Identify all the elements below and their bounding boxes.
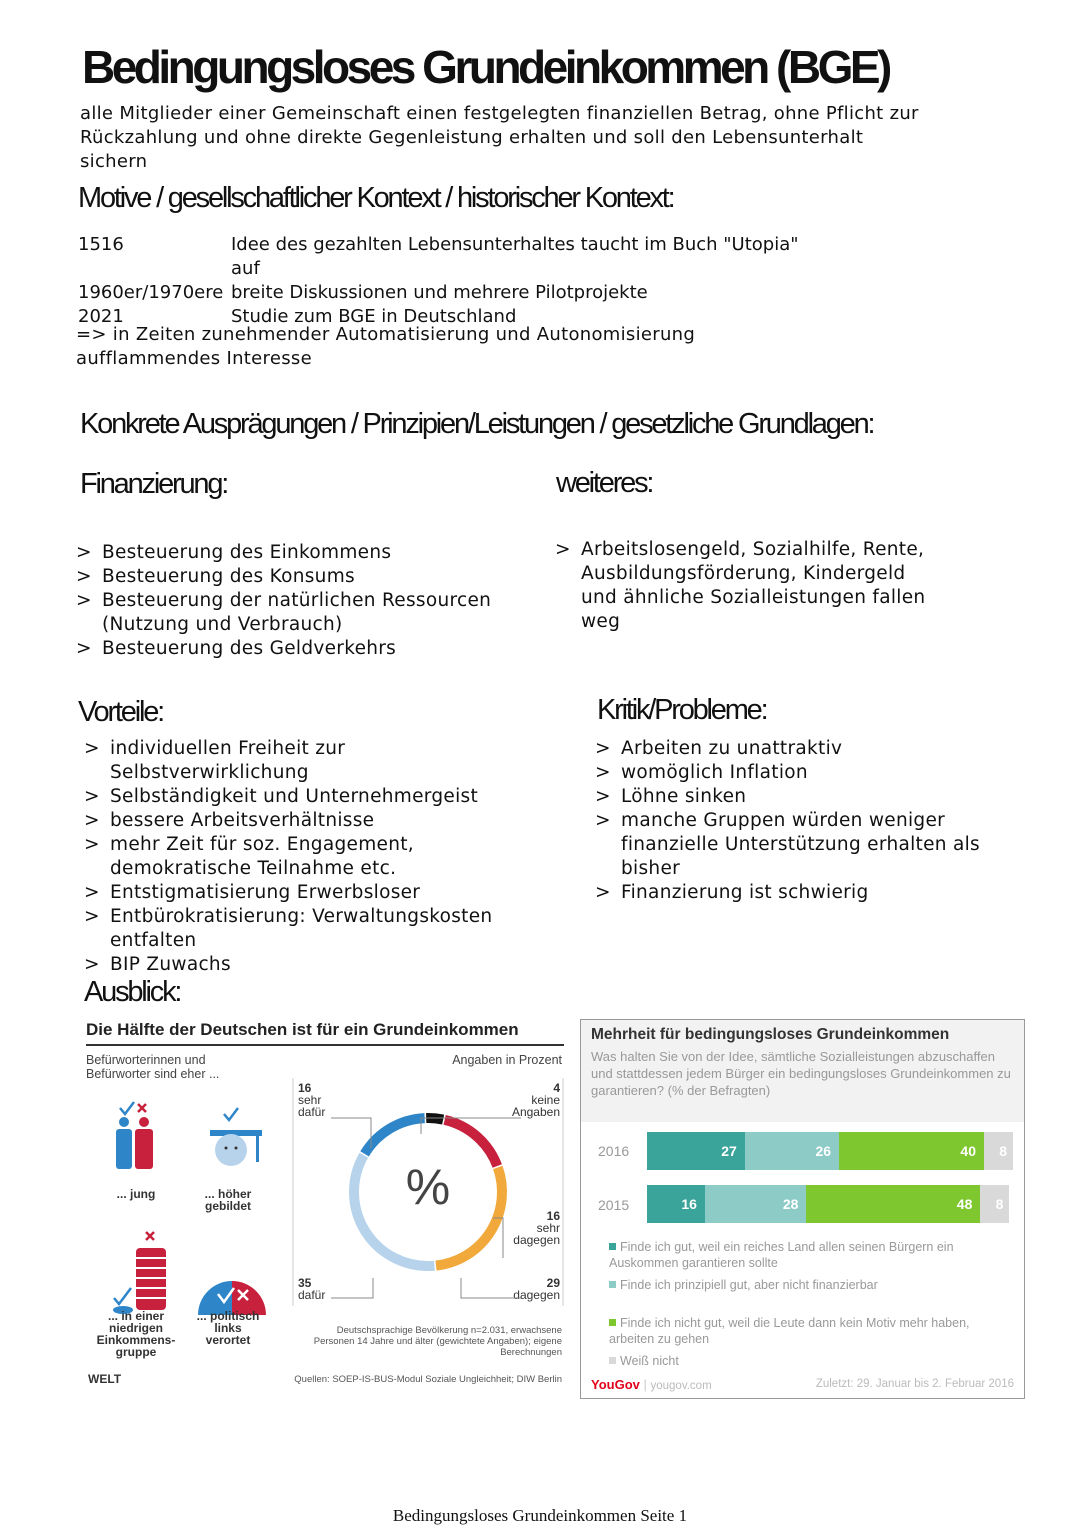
yougov-chart (580, 1019, 1025, 1399)
page-footer: Bedingungsloses Grundeinkommen Seite 1 (392, 1506, 688, 1525)
history-year: 1960er/1970ere (78, 282, 224, 303)
bar-segment: 27 (647, 1132, 745, 1170)
ausblick-heading: Ausblick: (84, 976, 181, 1008)
yougov-legend (609, 1239, 1009, 1369)
list-item: > Entbürokratisierung: Verwaltungskosten entfalten (84, 905, 544, 953)
finanzierung-heading: Finanzierung: (80, 468, 228, 500)
vorteile-list (84, 737, 544, 977)
yougov-date: Zuletzt: 29. Januar bis 2. Februar 2016 (815, 1378, 1014, 1390)
yougov-brand: YouGov | yougov.com (591, 1377, 712, 1392)
bar-segment: 40 (839, 1132, 984, 1170)
legend-swatch (609, 1357, 616, 1364)
motive-conclusion: => in Zeiten zunehmender Automatisierung und Autonomisierung aufflammendes Interesse (76, 324, 696, 369)
legend-label: Finde ich nicht gut, weil die Leute dann kein Motiv mehr haben, arbeiten zu gehen (609, 1316, 970, 1346)
yougov-chart-question: Was halten Sie von der Idee, sämtliche Sozialleistungen abzuschaffen und stattdessen jedem Bürger ein bedingungsloses Grundeinkommen zu garantieren? (% der Befragten) (591, 1049, 1011, 1098)
weiteres-heading: weiteres: (556, 467, 653, 499)
yougov-chart-header (581, 1020, 1024, 1122)
history-year: 2021 (78, 306, 124, 327)
yougov-chart-title: Mehrheit für bedingungsloses Grundeinkommen (591, 1026, 950, 1043)
kritik-list (595, 737, 1035, 905)
list-item: > womöglich Inflation (595, 761, 1035, 785)
graduate-icon (210, 1108, 262, 1166)
list-item: > Finanzierung ist schwierig (595, 881, 1035, 905)
list-item: > Löhne sinken (595, 785, 1035, 809)
group-icons (106, 1090, 286, 1340)
list-item: > individuellen Freiheit zur Selbstverwirklichung (84, 737, 544, 785)
value-label: 29 (546, 1276, 560, 1290)
donut-label-sehr-dagegen: 16 sehr dagegen (513, 1209, 560, 1247)
bar-segment: 48 (806, 1185, 980, 1223)
welt-chart (86, 1020, 564, 1390)
definition-text: alle Mitglieder einer Gemeinschaft einen festgelegten finanziellen Betrag, ohne Pflicht zur Rückzahlung und ohne direkte Gegenleistung erhalten und soll den Lebensunterhalt sichern (80, 103, 919, 172)
bar-year-label: 2016 (598, 1143, 630, 1159)
list-item: > Arbeiten zu unattraktiv (595, 737, 1035, 761)
people-icon (116, 1102, 153, 1169)
value-label: 4 (553, 1081, 560, 1095)
vorteile-heading: Vorteile: (78, 696, 163, 728)
list-item: > mehr Zeit für soz. Engagement, demokratische Teilnahme etc. (84, 833, 544, 881)
legend-item (609, 1277, 1009, 1293)
legend-label: Weiß nicht (620, 1354, 679, 1368)
donut-label-keine-angaben: 4 keine Angaben (511, 1081, 560, 1119)
legend-swatch (609, 1319, 616, 1326)
kritik-heading: Kritik/Probleme: (597, 694, 767, 726)
percent-symbol: % (405, 1159, 451, 1215)
welt-chart-unit: Angaben in Prozent (452, 1053, 562, 1067)
legend-item (609, 1239, 1009, 1271)
value-label: 16 (298, 1081, 312, 1095)
group-label: ... politisch links verortet (196, 1309, 260, 1347)
weiteres-list (555, 538, 935, 634)
legend-label: Finde ich gut, weil ein reiches Land allen seinen Bürgern ein Auskommen garantieren sollte (609, 1240, 954, 1270)
bar-segment: 28 (705, 1185, 806, 1223)
finanzierung-list (76, 541, 496, 661)
welt-chart-sources: Quellen: SOEP-IS-BUS-Modul Soziale Ungleichheit; DIW Berlin (294, 1374, 562, 1385)
list-item: > Entstigmatisierung Erwerbsloser (84, 881, 544, 905)
list-item: > Selbständigkeit und Unternehmergeist (84, 785, 544, 809)
legend-item (609, 1315, 1009, 1347)
auspraegungen-heading: Konkrete Ausprägungen / Prinzipien/Leistungen / gesetzliche Grundlagen: (80, 408, 874, 440)
list-item: > bessere Arbeitsverhältnisse (84, 809, 544, 833)
history-table (78, 233, 831, 329)
list-item: > BIP Zuwachs (84, 953, 544, 977)
history-text: Idee des gezahlten Lebensunterhaltes taucht im Buch "Utopia" auf (231, 234, 799, 279)
motive-heading: Motive / gesellschaftlicher Kontext / historischer Kontext: (78, 182, 674, 214)
yougov-site: yougov.com (650, 1380, 712, 1392)
list-item: > manche Gruppen würden weniger finanzielle Unterstützung erhalten als bisher (595, 809, 1035, 881)
bar-segment: 26 (745, 1132, 839, 1170)
welt-logo: WELT (88, 1372, 122, 1386)
history-text: Studie zum BGE in Deutschland (231, 306, 517, 327)
list-item: > Arbeitslosengeld, Sozialhilfe, Rente, Ausbildungsförderung, Kindergeld und ähnliche Sozialleistungen fallen weg (555, 538, 935, 634)
yougov-logo: YouGov (591, 1377, 640, 1392)
legend-item (609, 1353, 1009, 1369)
list-item: > Besteuerung des Geldverkehrs (76, 637, 496, 661)
donut-label-dagegen: 29 dagegen (513, 1276, 560, 1302)
list-item: > Besteuerung des Konsums (76, 565, 496, 589)
welt-chart-title: Die Hälfte der Deutschen ist für ein Grundeinkommen (86, 1020, 564, 1046)
coins-icon (113, 1232, 166, 1314)
legend-swatch (609, 1243, 616, 1250)
legend-label: Finde ich prinzipiell gut, aber nicht finanzierbar (620, 1278, 878, 1292)
legend-swatch (609, 1281, 616, 1288)
group-label: ... jung (116, 1187, 156, 1201)
history-text: breite Diskussionen und mehrere Pilotprojekte (231, 282, 648, 303)
value-label: 35 (298, 1276, 312, 1290)
history-year: 1516 (78, 234, 124, 255)
yougov-bars (647, 1132, 1013, 1232)
donut-label-dafuer: 35 dafür (298, 1276, 326, 1302)
bar-segment: 8 (980, 1185, 1009, 1223)
leader-lines (291, 1078, 566, 1318)
bar-segment: 16 (647, 1185, 705, 1223)
value-label: 16 (546, 1209, 560, 1223)
page-title: Bedingungsloses Grundeinkommen (BGE) (82, 41, 889, 93)
donut-label-sehr-dafuer: 16 sehr dafür (298, 1081, 326, 1119)
bar-year-label: 2015 (598, 1197, 630, 1213)
list-item: > Besteuerung des Einkommens (76, 541, 496, 565)
welt-chart-subtitle: Befürworterinnen und Befürworter sind eher ... (86, 1053, 220, 1081)
welt-chart-note: Deutschsprachige Bevölkerung n=2.031, erwachsene Personen 14 Jahre und älter (gewichtete Angaben); eigene Berechnungen (313, 1325, 562, 1358)
group-label: ... in einer niedrigen Einkommens-gruppe (96, 1309, 176, 1359)
list-item: > Besteuerung der natürlichen Ressourcen (Nutzung und Verbrauch) (76, 589, 496, 637)
group-label: ... höher gebildet (204, 1187, 252, 1213)
bar-segment: 8 (984, 1132, 1013, 1170)
